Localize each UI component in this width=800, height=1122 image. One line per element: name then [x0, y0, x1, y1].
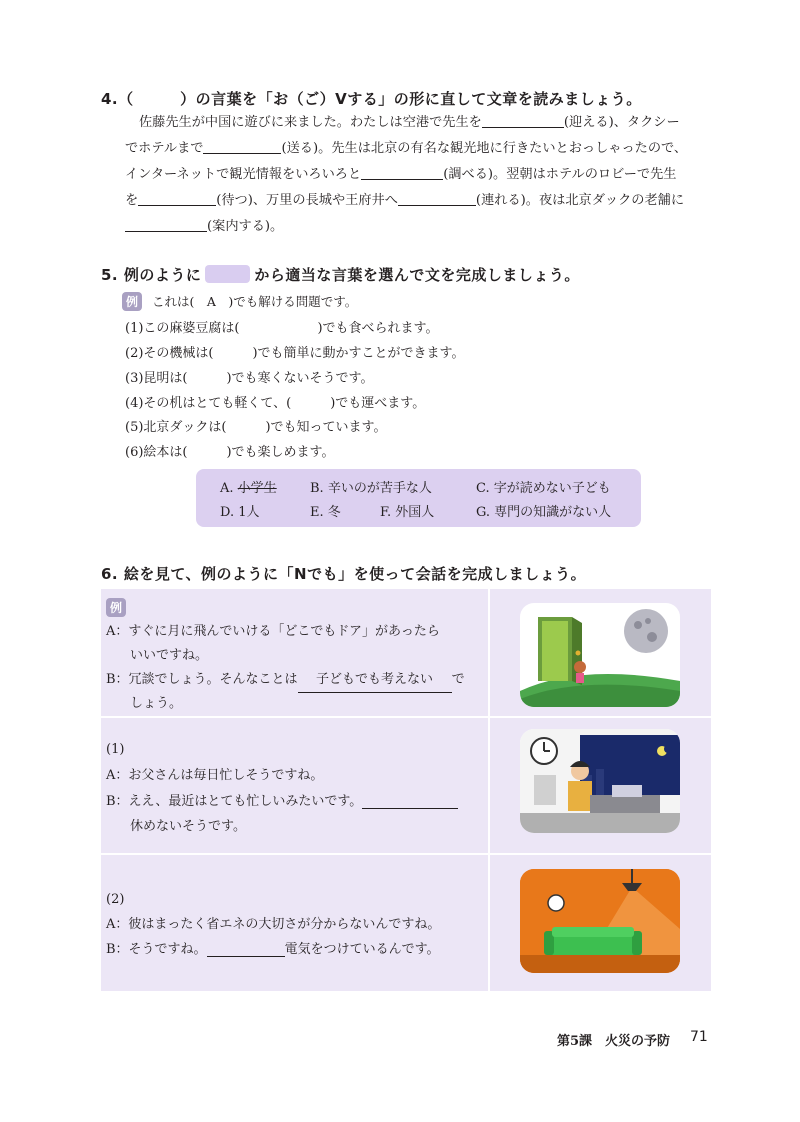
choice-g[interactable]: G. 専門の知識がない人 — [476, 505, 612, 520]
q4-text: インターネットで観光情報をいろいろと — [125, 167, 362, 182]
example-answer: 子どもでも考えない — [298, 668, 452, 693]
answer-blank[interactable] — [361, 165, 443, 180]
answer-blank[interactable] — [362, 792, 458, 809]
q6-heading: 6. 絵を見て、例のように「Nでも」を使って会話を完成しましょう。 — [101, 565, 587, 583]
q5-item: (2)その機械は( )でも簡単に動かすことができます。 — [125, 346, 465, 361]
q5-heading-part: から適当な言葉を選んで文を完成しましょう。 — [254, 266, 580, 284]
choice-b[interactable]: B. 辛いのが苦手な人 — [310, 481, 432, 496]
dialogue-line: A：すぐに月に飛んでいける「どこでもドア」があったら — [106, 624, 440, 639]
choice-f[interactable]: F. 外国人 — [380, 505, 435, 520]
choice-d[interactable]: D. 1人 — [220, 505, 260, 520]
dialogue-line: いいですね。 — [130, 648, 209, 663]
example-badge: 例 — [106, 598, 126, 617]
q4-text: (連れる)。夜は北京ダックの老舗に — [475, 193, 685, 208]
q4-text: (送る)。先生は北京の有名な観光地に行きたいとおっしゃったので、 — [281, 141, 688, 156]
q4-text: (調べる)。翌朝はホテルのロビーで先生 — [443, 167, 677, 182]
choice-e[interactable]: E. 冬 — [310, 505, 341, 520]
q5-item: (6)絵本は( )でも楽しめます。 — [125, 445, 335, 460]
choice-box-marker — [205, 265, 250, 283]
choice-a[interactable] — [220, 477, 277, 496]
answer-blank[interactable] — [138, 191, 216, 206]
q5-item: (3)昆明は( )でも寒くないそうです。 — [125, 371, 374, 386]
q6-example-badge-wrap — [106, 597, 126, 617]
problem-number: (1) — [106, 742, 125, 757]
dialogue-text: B：ええ、最近はとても忙しいみたいです。 — [106, 794, 363, 809]
dialogue-line: A：お父さんは毎日忙しそうですね。 — [106, 768, 324, 783]
q4-passage — [125, 110, 687, 240]
dialogue-line — [106, 668, 465, 693]
dialogue-line: しょう。 — [130, 696, 183, 711]
dialogue-text: B：冗談でしょう。そんなことは — [106, 672, 298, 687]
dialogue-line — [106, 938, 440, 962]
q4-text: (案内する)。 — [207, 219, 284, 234]
dialogue-line — [106, 790, 458, 814]
answer-blank[interactable] — [398, 191, 476, 206]
table-divider — [101, 716, 711, 718]
dialogue-line: 休めないそうです。 — [130, 819, 246, 834]
example-badge: 例 — [122, 292, 142, 311]
answer-blank[interactable] — [482, 113, 564, 128]
example-sentence: これは( A )でも解ける問題です。 — [152, 294, 358, 309]
lesson-title: 第5課 火災の予防 — [557, 1034, 671, 1049]
q4-text: を — [125, 193, 139, 208]
q5-item: (5)北京ダックは( )でも知っています。 — [125, 420, 387, 435]
q4-text: 佐藤先生が中国に遊びに来ました。わたしは空港で先生を — [139, 115, 482, 130]
dialogue-line: A：彼はまったく省エネの大切さが分からないんですね。 — [106, 917, 441, 932]
lamp-sofa-picture — [520, 869, 680, 973]
answer-blank[interactable] — [125, 217, 207, 232]
table-divider — [488, 589, 490, 991]
q5-heading — [101, 264, 580, 285]
table-divider — [101, 853, 711, 855]
q4-text: (待つ)、万里の長城や王府井へ — [216, 193, 398, 208]
choice-a-text: 小学生 — [237, 481, 277, 496]
answer-blank[interactable] — [203, 139, 281, 154]
q5-example — [122, 292, 357, 311]
dialogue-text: で — [451, 672, 465, 687]
q4-heading: 4.（ ）の言葉を「お（ご）Vする」の形に直して文章を読みましょう。 — [101, 90, 642, 108]
q5-item: (1)この麻婆豆腐は( )でも食べられます。 — [125, 321, 439, 336]
answer-blank[interactable] — [207, 940, 285, 957]
q4-text: でホテルまで — [125, 141, 204, 156]
busy-father-picture — [520, 729, 680, 833]
choice-c[interactable]: C. 字が読めない子ども — [476, 481, 611, 496]
dialogue-text: B：そうですね。 — [106, 942, 207, 957]
q5-heading-part: 5. 例のように — [101, 266, 202, 284]
page-number: 71 — [690, 1029, 708, 1045]
choice-a-label: A. — [220, 481, 234, 496]
problem-number: (2) — [106, 892, 125, 907]
dialogue-text: 電気をつけているんです。 — [284, 942, 440, 957]
q4-text: (迎える)、タクシー — [563, 115, 680, 130]
q5-item: (4)その机はとても軽くて、( )でも運べます。 — [125, 396, 426, 411]
door-moon-picture — [520, 603, 680, 707]
